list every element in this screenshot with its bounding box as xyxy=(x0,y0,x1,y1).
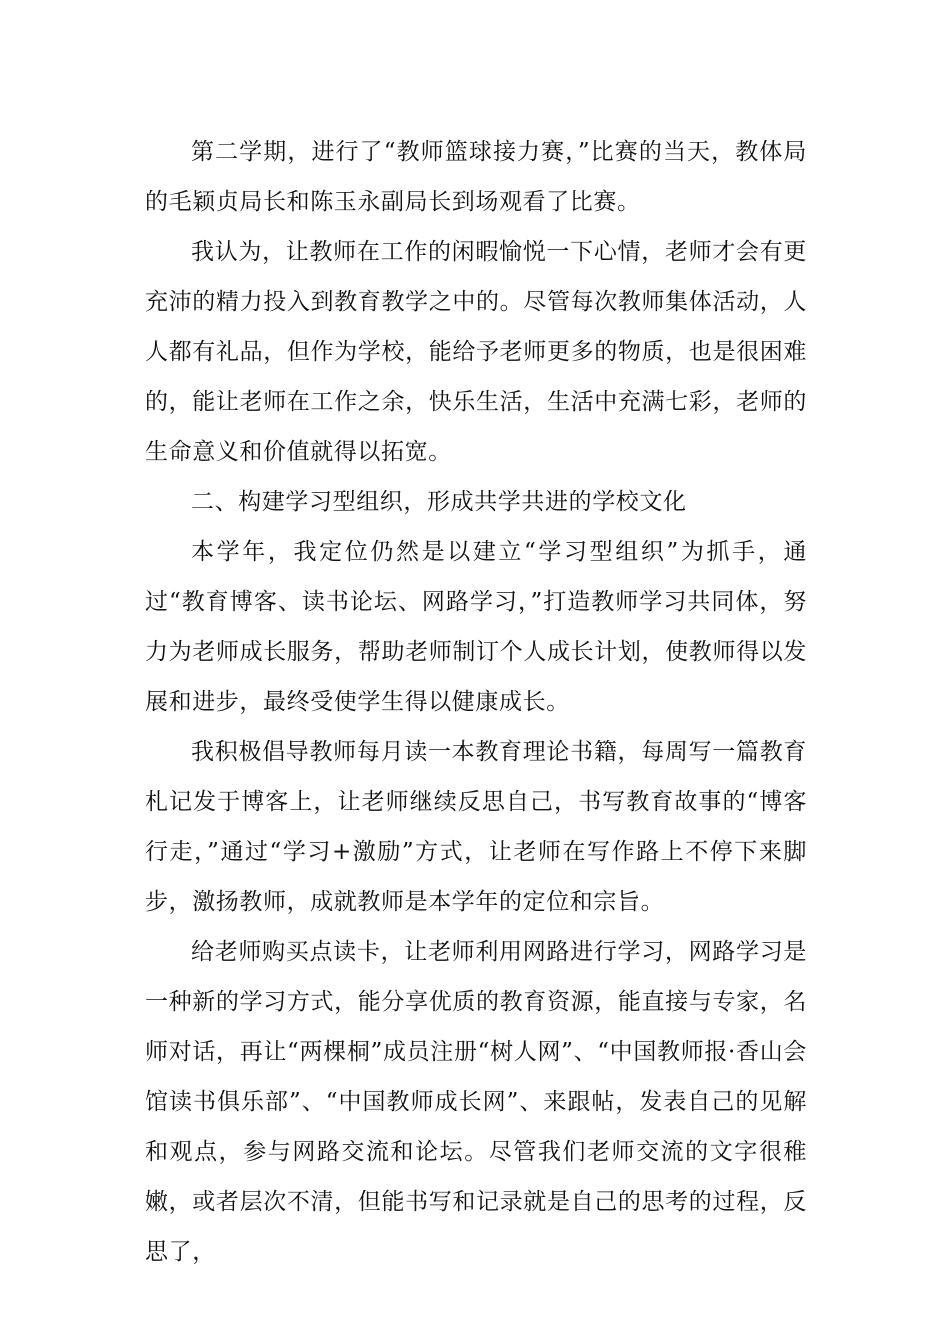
paragraph-reading-blog: 我积极倡导教师每月读一本教育理论书籍，每周写一篇教育札记发于博客上，让老师继续反思自己，书写教育故事的“博客行走，”通过“学习+激励”方式，让老师在写作路上不停下来脚步，激扬教师，成就教师是本学年的定位和宗旨。 xyxy=(145,739,807,915)
paragraph-online-learning: 给老师购买点读卡，让老师利用网路进行学习，网路学习是一种新的学习方式，能分享优质的教育资源，能直接与专家，名师对话，再让“两棵桐”成员注册“树人网”、“中国教师报·香山会馆读书俱乐部”、“中国教师成长网”、来跟帖，发表自己的见解和观点，参与网路交流和论坛。尽管我们老师交流的文字很稚嫩，或者层次不清，但能书写和记录就是自己的思考的过程，反思了， xyxy=(145,939,807,1265)
paragraph-learning-community: 本学年，我定位仍然是以建立“学习型组织”为抓手，通过“教育博客、读书论坛、网路学习，”打造教师学习共同体，努力为老师成长服务，帮助老师制订个人成长计划，使教师得以发展和进步，最终受使学生得以健康成长。 xyxy=(145,539,807,715)
paragraph-basketball-relay: 第二学期，进行了“教师篮球接力赛，”比赛的当天，教体局的毛颖贞局长和陈玉永副局长到场观看了比赛。 xyxy=(145,139,807,215)
document-body xyxy=(145,127,807,1277)
section-heading-learning-organization: 二、构建学习型组织，形成共学共进的学校文化 xyxy=(191,489,687,515)
paragraph-teacher-leisure: 我认为，让教师在工作的闲暇愉悦一下心情，老师才会有更充沛的精力投入到教育教学之中的。尽管每次教师集体活动，人人都有礼品，但作为学校，能给予老师更多的物质，也是很困难的，能让老师在工作之余，快乐生活，生活中充满七彩，老师的生命意义和价值就得以拓宽。 xyxy=(145,239,807,465)
